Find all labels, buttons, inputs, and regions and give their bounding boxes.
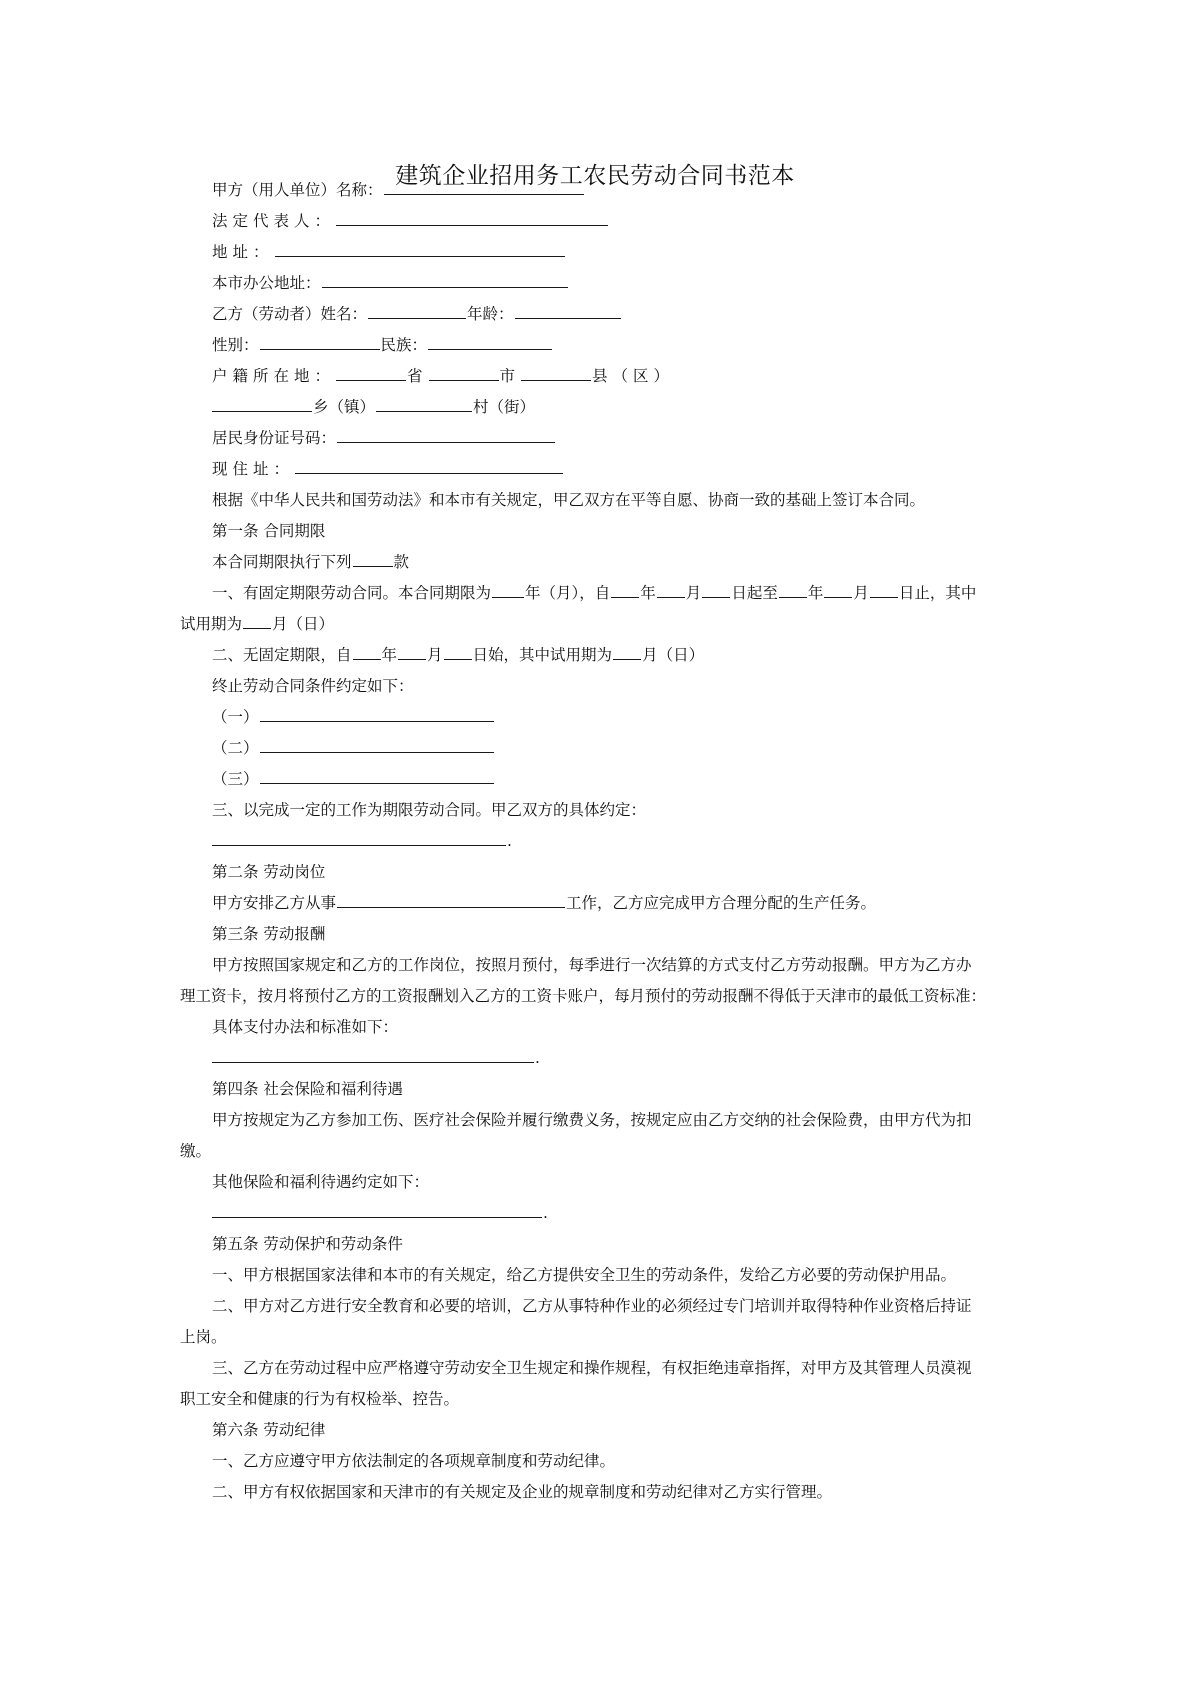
city-label: 市 <box>499 367 521 385</box>
article-4-body: 甲方按规定为乙方参加工伤、医疗社会保险并履行缴费义务，按规定应由乙方交纳的社会保险费，由甲方代为扣 <box>212 1111 972 1129</box>
id-number-line <box>212 427 556 449</box>
article-1-task-term: 三、以完成一定的工作为期限劳动合同。甲乙双方的具体约定： <box>212 801 647 819</box>
local-office-field[interactable] <box>322 272 568 288</box>
province-label: 省 <box>407 367 428 385</box>
task-term-blank-line: . <box>212 830 512 852</box>
county-label: 县（区） <box>592 367 675 385</box>
gender-field[interactable] <box>260 334 380 350</box>
city-field[interactable] <box>429 365 499 381</box>
article-5-item-1: 一、甲方根据国家法律和本市的有关规定，给乙方提供安全卫生的劳动条件，发给乙方必要的劳动保护用品。 <box>212 1266 957 1284</box>
hukou-label: 户籍所在地： <box>212 367 336 385</box>
village-field[interactable] <box>376 396 472 412</box>
article-3-method: 具体支付办法和标准如下： <box>212 1018 399 1036</box>
gender-label: 性别： <box>212 336 259 354</box>
article-4-other: 其他保险和福利待遇约定如下： <box>212 1173 430 1191</box>
article-3-body: 甲方按照国家规定和乙方的工作岗位，按照月预付，每季进行一次结算的方式支付乙方劳动报酬。甲方为乙方办 <box>212 956 972 974</box>
probation-field[interactable] <box>243 613 271 629</box>
start-year-field[interactable] <box>611 582 639 598</box>
article-2-body: 甲方安排乙方从事 工作，乙方应完成甲方合理分配的生产任务。 <box>212 894 877 912</box>
other-benefits-field[interactable] <box>212 1202 542 1218</box>
current-address-line <box>212 458 564 480</box>
article-6-item-2: 二、甲方有权依据国家和天津市的有关规定及企业的规章制度和劳动纪律对乙方实行管理。 <box>212 1483 833 1501</box>
article-1-execute: 本合同期限执行下列 款 <box>212 553 410 571</box>
legal-rep-field[interactable] <box>336 210 608 226</box>
article-6-item-1: 一、乙方应遵守甲方依法制定的各项规章制度和劳动纪律。 <box>212 1452 616 1470</box>
article-3-body-cont: 理工资卡，按月将预付乙方的工资报酬划入乙方的工资卡账户，每月预付的劳动报酬不得低于天津市的最低工资标准： <box>180 987 987 1005</box>
id-number-field[interactable] <box>337 427 555 443</box>
article-4-body-cont: 缴。 <box>180 1142 212 1160</box>
party-a-name-label: 甲方（用人单位）名称： <box>212 181 383 199</box>
article-5-item-2: 二、甲方对乙方进行安全教育和必要的培训，乙方从事特种作业的必须经过专门培训并取得特种作业资格后持证 <box>212 1297 972 1315</box>
start-month-field[interactable] <box>657 582 685 598</box>
termination-field-2[interactable] <box>260 737 494 753</box>
article-5-item-3: 三、乙方在劳动过程中应严格遵守劳动安全卫生规定和操作规程，有权拒绝违章指挥，对甲方及其管理人员漠视 <box>212 1359 972 1377</box>
benefits-blank-line: . <box>212 1202 548 1224</box>
local-office-label: 本市办公地址： <box>212 274 321 292</box>
legal-rep-line <box>212 210 609 232</box>
article-5-item-3-cont: 职工安全和健康的行为有权检举、控告。 <box>180 1390 460 1408</box>
document-title: 建筑企业招用务工农民劳动合同书范本 <box>395 163 795 189</box>
party-b-line <box>212 303 622 325</box>
start-day-field[interactable] <box>702 582 730 598</box>
clause-choice-field[interactable] <box>353 551 393 567</box>
current-address-label: 现住址： <box>212 460 295 478</box>
article-1-heading: 第一条 合同期限 <box>212 522 326 540</box>
termination-field-3[interactable] <box>260 768 494 784</box>
job-post-field[interactable] <box>337 892 565 908</box>
article-1-fixed-term: 一、有固定期限劳动合同。本合同期限为 年（月），自 年 月 日起至 年 月 日止，其中 <box>212 584 977 602</box>
open-year-field[interactable] <box>353 644 381 660</box>
task-term-field[interactable] <box>212 830 506 846</box>
article-1-fixed-term-cont: 试用期为 月（日） <box>180 615 335 633</box>
ethnicity-field[interactable] <box>428 334 552 350</box>
termination-item-2: （二） <box>212 737 495 759</box>
termination-item-3: （三） <box>212 768 495 790</box>
township-field[interactable] <box>212 396 312 412</box>
age-label: 年龄： <box>467 305 514 323</box>
article-4-heading: 第四条 社会保险和福利待遇 <box>212 1080 403 1098</box>
article-5-item-2-cont: 上岗。 <box>180 1328 227 1346</box>
open-day-field[interactable] <box>444 644 472 660</box>
preamble: 根据《中华人民共和国劳动法》和本市有关规定，甲乙双方在平等自愿、协商一致的基础上签订本合同。 <box>212 491 926 509</box>
party-b-name-label: 乙方（劳动者）姓名： <box>212 305 368 323</box>
end-month-field[interactable] <box>824 582 852 598</box>
village-label: 村（街） <box>473 398 536 416</box>
party-a-name-field[interactable] <box>384 179 584 195</box>
termination-conditions: 终止劳动合同条件约定如下： <box>212 677 414 695</box>
township-label: 乡（镇） <box>313 398 376 416</box>
article-2-heading: 第二条 劳动岗位 <box>212 863 326 881</box>
termination-field-1[interactable] <box>260 706 494 722</box>
id-number-label: 居民身份证号码： <box>212 429 337 447</box>
county-field[interactable] <box>521 365 591 381</box>
address-field[interactable] <box>275 241 565 257</box>
payment-method-field[interactable] <box>212 1047 534 1063</box>
article-1-open-term: 二、无固定期限，自 年 月 日始，其中试用期为 月（日） <box>212 646 705 664</box>
hukou-line <box>212 365 674 387</box>
end-year-field[interactable] <box>779 582 807 598</box>
end-day-field[interactable] <box>870 582 898 598</box>
address-label: 地址： <box>212 243 274 261</box>
age-field[interactable] <box>515 303 621 319</box>
article-5-heading: 第五条 劳动保护和劳动条件 <box>212 1235 403 1253</box>
current-address-field[interactable] <box>295 458 563 474</box>
open-probation-field[interactable] <box>613 644 641 660</box>
article-3-heading: 第三条 劳动报酬 <box>212 925 326 943</box>
termination-item-1: （一） <box>212 706 495 728</box>
address-line <box>212 241 566 263</box>
local-office-line <box>212 272 569 294</box>
party-b-name-field[interactable] <box>368 303 466 319</box>
province-field[interactable] <box>336 365 406 381</box>
ethnicity-label: 民族： <box>380 336 428 354</box>
township-line <box>212 396 535 418</box>
gender-line <box>212 334 553 356</box>
legal-rep-label: 法定代表人： <box>212 212 336 230</box>
party-a-name-line <box>212 179 585 201</box>
article-6-heading: 第六条 劳动纪律 <box>212 1421 326 1439</box>
payment-blank-line: . <box>212 1047 540 1069</box>
open-month-field[interactable] <box>398 644 426 660</box>
term-length-field[interactable] <box>492 582 524 598</box>
